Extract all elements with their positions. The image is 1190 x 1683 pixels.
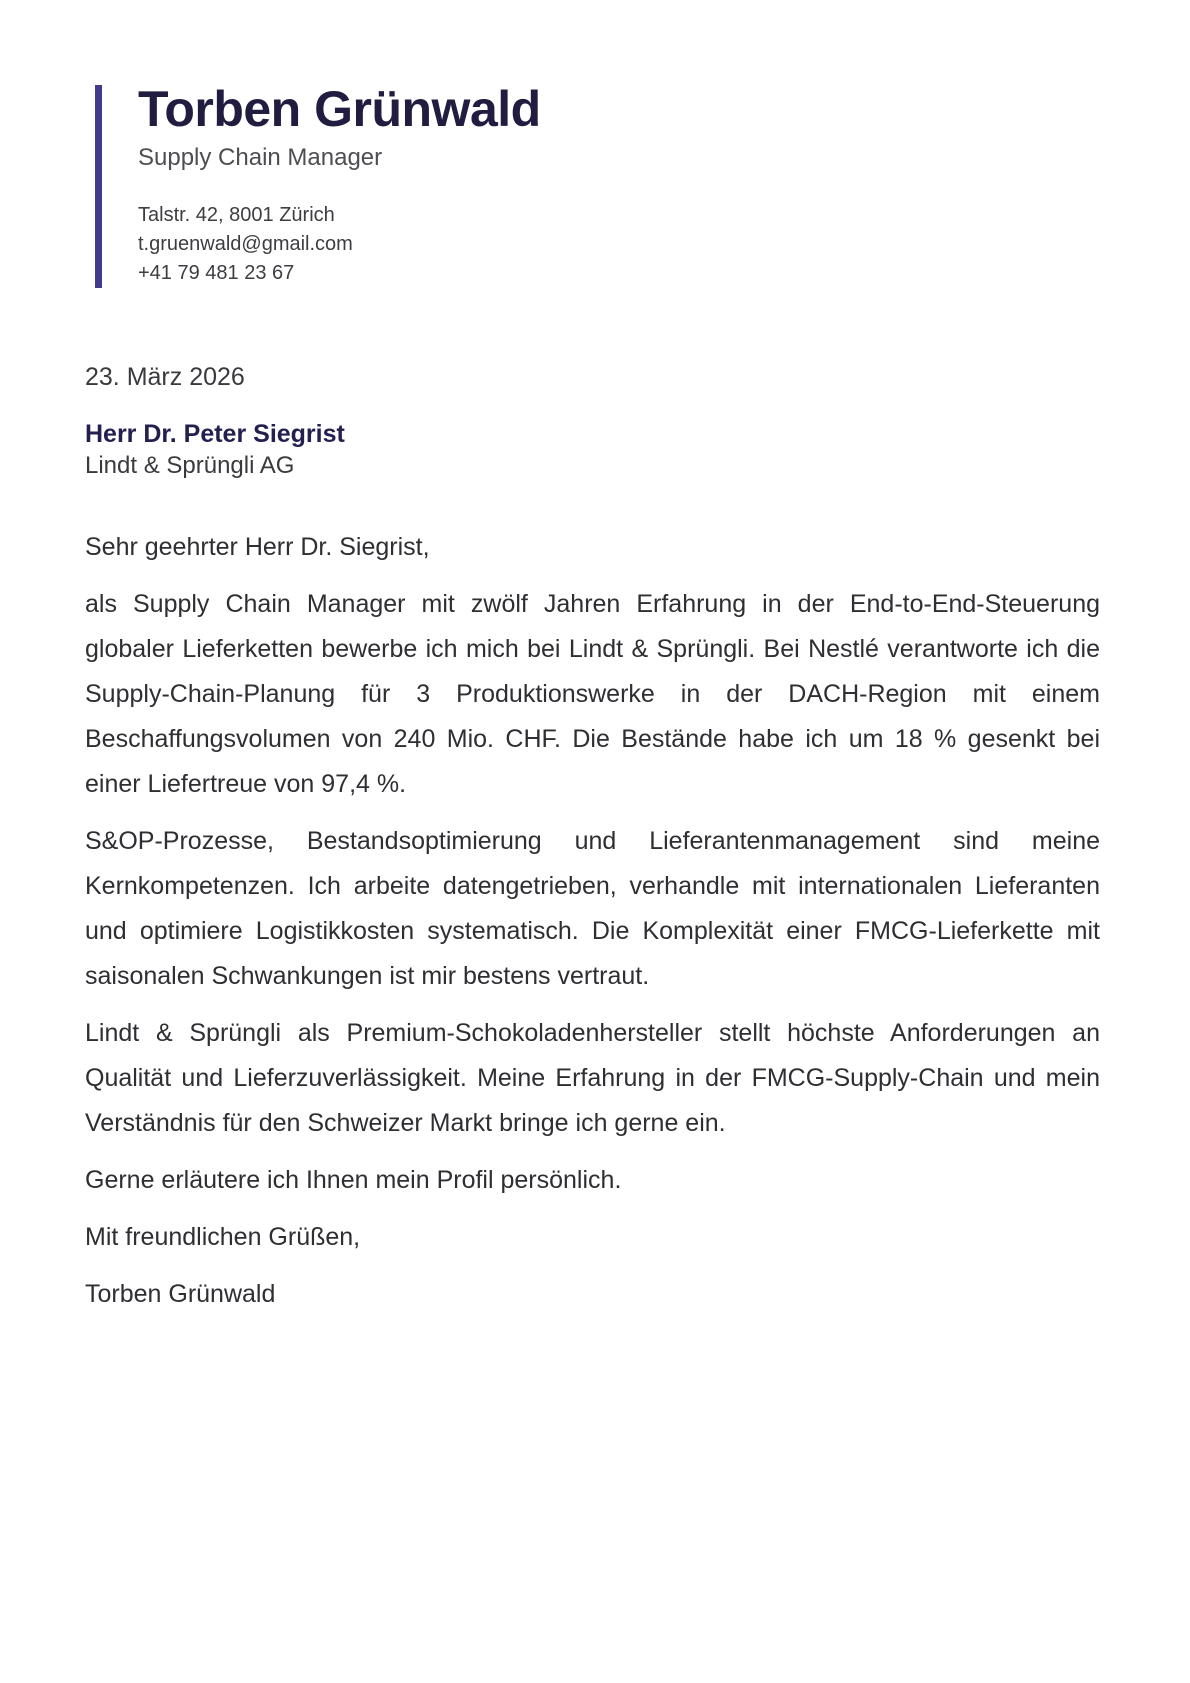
body-paragraph-2: S&OP-Prozesse, Bestandsoptimierung und Lieferantenmanagement sind meine Kernkompetenzen. Ich arbeite datengetrieben, verhandle mit internationalen Lieferanten und optimiere Logistikkosten systematisch. Die Komplexität einer FMCG-Lieferkette mit saisonalen Schwankungen ist mir bestens vertraut. [85, 827, 1100, 990]
body-paragraph-3: Lindt & Sprüngli als Premium-Schokoladenhersteller stellt höchste Anforderungen an Qualität und Lieferzuverlässigkeit. Meine Erfahrung in der FMCG-Supply-Chain und mein Verständnis für den Schweizer Markt bringe ich gerne ein. [85, 1019, 1100, 1137]
letter-body [85, 362, 1100, 1317]
recipient-block [85, 418, 1100, 481]
sender-job-title: Supply Chain Manager [138, 144, 383, 171]
sender-name: Torben Grünwald [138, 81, 541, 137]
contact-email: t.gruenwald@gmail.com [138, 233, 353, 255]
body-paragraph-1: als Supply Chain Manager mit zwölf Jahren Erfahrung in der End-to-End-Steuerung globaler Lieferketten bewerbe ich mich bei Lindt & Sprüngli. Bei Nestlé verantworte ich die Supply-Chain-Planung für 3 Produktionswerke in der DACH-Region mit einem Beschaffungsvolumen von 240 Mio. CHF. Die Bestände habe ich um 18 % gesenkt bei einer Liefertreue von 97,4 %. [85, 590, 1100, 798]
letter-date: 23. März 2026 [85, 363, 245, 391]
contact-block [138, 201, 1095, 288]
recipient-company: Lindt & Sprüngli AG [85, 452, 295, 479]
signature-name: Torben Grünwald [85, 1280, 276, 1308]
salutation: Sehr geehrter Herr Dr. Siegrist, [85, 533, 430, 561]
letter-header [95, 81, 1095, 288]
contact-phone: +41 79 481 23 67 [138, 262, 295, 284]
contact-address: Talstr. 42, 8001 Zürich [138, 204, 335, 226]
closing-phrase: Mit freundlichen Grüßen, [85, 1223, 361, 1251]
recipient-name: Herr Dr. Peter Siegrist [85, 420, 345, 448]
body-paragraph-4: Gerne erläutere ich Ihnen mein Profil persönlich. [85, 1166, 622, 1194]
